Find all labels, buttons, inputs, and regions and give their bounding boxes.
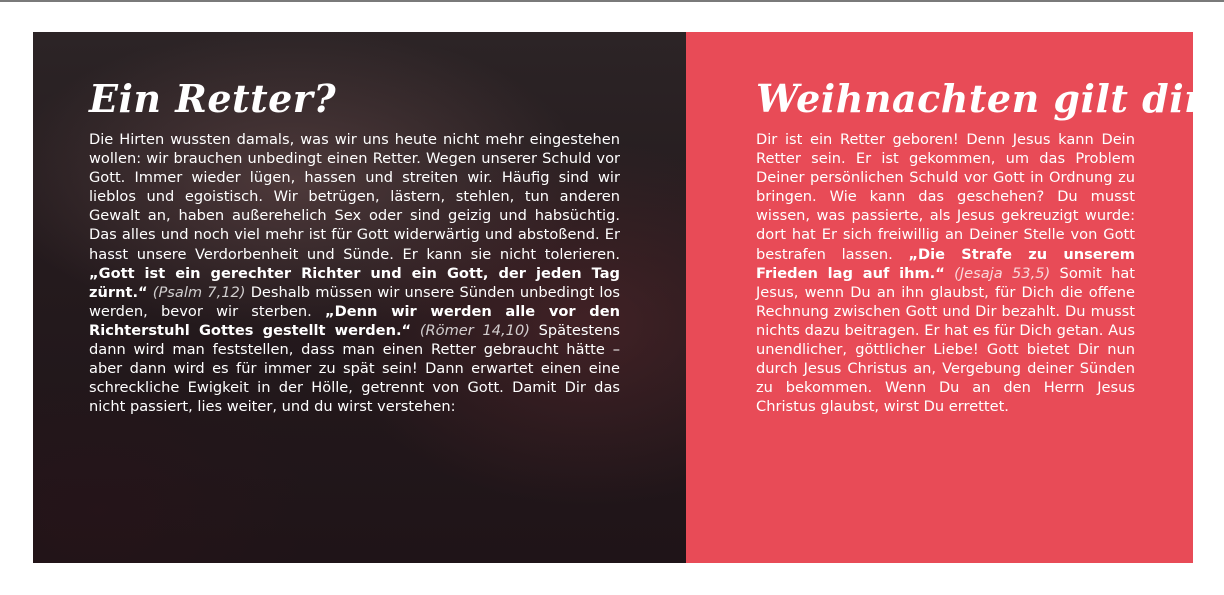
right-paragraph-1: Dir ist ein Retter geboren! Denn Jesus kann Dein Retter sein. Er ist gekommen, um das Problem Deiner persönlichen Schuld vor Gott in Ordnung zu bringen. Wie kann das geschehen? Du musst wissen, was passierte, als Jesus gekreuzigt wurde: dort hat Er sich freiwillig an Deiner Stelle von Gott bestrafen lassen.	[756, 131, 1135, 263]
left-quote-1: „Gott ist ein gerechter Richter und ein Gott, der jeden Tag zürnt.“	[89, 264, 620, 301]
left-quote-2: „Denn wir werden alle vor den Richterstuhl Gottes gestellt werden.“	[89, 302, 621, 339]
top-divider	[0, 0, 1224, 2]
right-paragraph-2: Somit hat Jesus, wenn Du an ihn glaubst, für Dich die offene Rechnung zwischen Gott und Dir bezahlt. Du musst nichts dazu beitragen. Er hat es für Dich getan. Aus unendlicher, göttlicher Liebe! Gott bietet Dir nun durch Jesus Christus an, Vergebung deiner Sünden zu bekommen. Wenn Du an den Herrn Jesus Christus glaubst, wirst Du errettet.	[756, 264, 1135, 416]
left-heading: Ein Retter?	[89, 76, 337, 121]
right-quote-1: „Die Strafe zu unserem Frieden lag auf ihm.“	[756, 245, 1135, 282]
right-heading: Weihnachten gilt dir!	[756, 76, 1222, 121]
left-paragraph-1: Die Hirten wussten damals, was wir uns heute nicht mehr eingestehen wollen: wir brauchen unbedingt einen Retter. Wegen unserer Schuld vor Gott. Immer wieder lügen, hassen und streiten wir. Häufig sind wir lieblos und egoistisch. Wir betrügen, lästern, stehlen, tun anderen Gewalt an, haben außerehelich Sex oder sind geizig und habsüchtig. Das alles und noch viel mehr ist für Gott widerwärtig und abstoßend. Er hasst unsere Verdorbenheit und Sünde. Er kann sie nicht tolerieren.	[89, 131, 620, 263]
left-body-text	[89, 130, 620, 416]
left-reference-1: (Psalm 7,12)	[147, 283, 246, 301]
left-panel	[33, 32, 686, 563]
right-panel	[686, 32, 1222, 563]
right-body-text	[756, 130, 1135, 416]
left-paragraph-3: Spätestens dann wird man feststellen, dass man einen Retter gebraucht hätte – aber dann wird es für immer zu spät sein! Dann erwartet einen eine schreckliche Ewigkeit in der Hölle, getrennt von Gott. Damit Dir das nicht passiert, lies weiter, und du wirst verstehen:	[89, 321, 620, 416]
left-paragraph-2: Deshalb müssen wir unsere Sünden unbedingt los werden, bevor wir sterben.	[89, 283, 620, 320]
left-reference-2: (Römer 14,10)	[411, 321, 530, 339]
right-reference-1: (Jesaja 53,5)	[944, 264, 1051, 282]
